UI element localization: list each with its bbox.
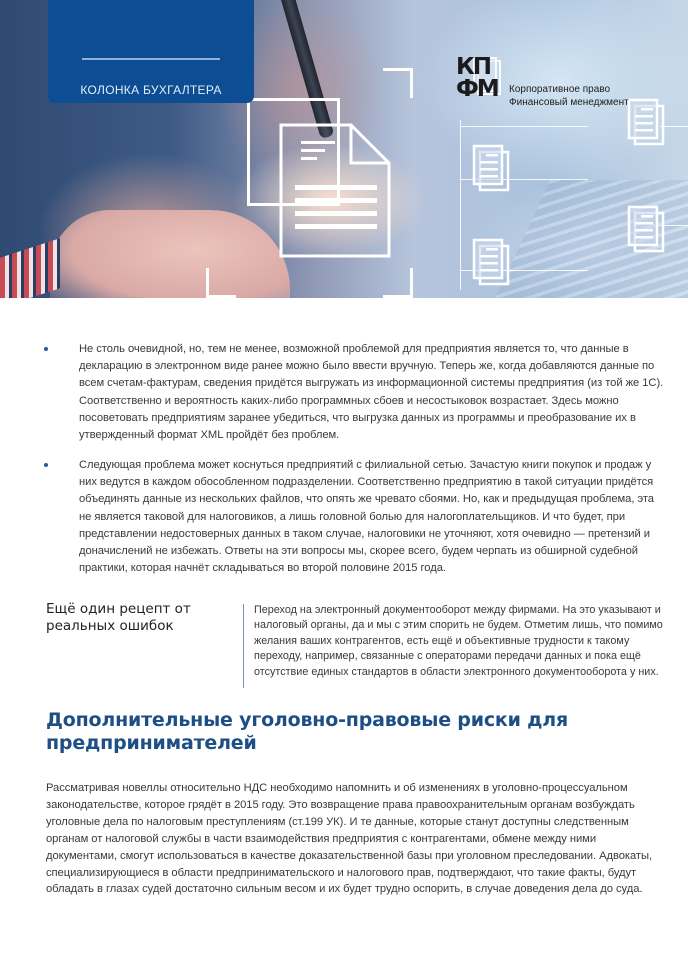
section-heading: Дополнительные уголовно-правовые риски для предпринимателей <box>46 709 568 754</box>
document-stack-icon <box>472 238 512 288</box>
document-stack-icon <box>627 205 667 255</box>
frame-corner-bottom-left <box>206 268 236 298</box>
bullet-text: Следующая проблема может коснуться предприятий с филиальной сетью. Зачастую книги покупок и продаж у них ведутся в каждом обособленном подразделении. Соответственно предприятию в такой ситуации придётся объединять данные из нескольких файлов, что опять же чревато сбоями. Но, как и предыдущая проблема, эта не является таковой для налоговиков, а лишь головной болью для налогоплательщиков. И что будет, при представлении недостоверных данных в таком случае, налоговики не уточняют, хотя очевидно — претензий и доначислений не избежать. Ответы на эти вопросы мы, скорее всего, будем черпать из обширной судебной практики, которая начнёт складываться во второй половине 2015 года. <box>79 459 654 575</box>
logo-mark-line-2: ФМ <box>456 76 498 102</box>
connector-line <box>460 120 461 290</box>
bullet-icon <box>44 347 48 351</box>
badge-divider <box>82 58 220 60</box>
logo-mark <box>456 56 498 100</box>
frame-corner-top-right <box>383 68 413 98</box>
callout-title: Ещё один рецепт от реальных ошибок <box>46 601 191 634</box>
bullet-text: Не столь очевидной, но, тем не менее, возможной проблемой для предприятия является то, что данные в декларацию в электронном виде ранее можно было ввести вручную. Теперь же, когда добавляются данные по всем счетам-фактурам, сведения придётся выгружать из информационной системы предприятия (из той же 1С). Соответственно и вероятность каких-либо программных сбоев и несостыковок возрастает. Здесь можно посоветовать предприятиям заранее убедиться, что выгрузка данных из программы и преобразование их в утвержденный формат XML пройдёт без проблем. <box>79 343 664 442</box>
frame-corner-bottom-right <box>383 268 413 298</box>
connector-line <box>460 126 588 127</box>
logo-mark-line-1: КП <box>456 54 491 80</box>
callout-text: Переход на электронный документооборот между фирмами. На это указывают и налоговый органы, да и мы с этим спорить не будем. Отметим лишь, что помимо желания ваших контрагентов, есть ещё и объективные трудности к такому переходу, например, связанные с операторами передачи данных и пока ещё отсутствие единых стандартов в области электронного документооборота у них. <box>254 604 663 678</box>
section-badge <box>48 0 254 103</box>
hand-graphic <box>50 210 290 298</box>
callout-divider <box>243 604 244 688</box>
badge-label: КОЛОНКА БУХГАЛТЕРА <box>80 83 222 97</box>
bullet-icon <box>44 463 48 467</box>
logo-text-line-1: Корпоративное право <box>509 84 611 95</box>
document-stack-icon <box>472 144 512 194</box>
section-body: Рассматривая новеллы относительно НДС необходимо напомнить и об изменениях в уголовно-процессуальном законодательстве, которое грядёт в 2015 году. Это возвращение права правоохранительным органам возбуждать уголовные дела по налоговым преступлениям (ст.199 УК). И те данные, которые станут доступны следственным органам от налоговой службы в части взаимодействия предприятия с контрагентами, обмене между ними документами, смогут использоваться в качестве доказательственной базы при уголовном преследовании. Адвокаты, специализирующиеся в области предпринимательского и налогового прав, подтверждают, что такие факты, будут обладать в глазах судей достаточно сильным весом и их будет трудно оспорить, в случае доведения дела до суда. <box>46 782 653 896</box>
hero-image <box>0 0 688 298</box>
document-stack-icon <box>627 98 667 148</box>
bullet-item <box>44 457 664 577</box>
logo-text <box>509 83 629 109</box>
sleeve-graphic <box>0 238 60 298</box>
bullet-item <box>44 341 664 444</box>
company-logo <box>456 56 510 104</box>
document-icon <box>279 123 391 258</box>
logo-text-line-2: Финансовый менеджмент <box>509 97 629 108</box>
